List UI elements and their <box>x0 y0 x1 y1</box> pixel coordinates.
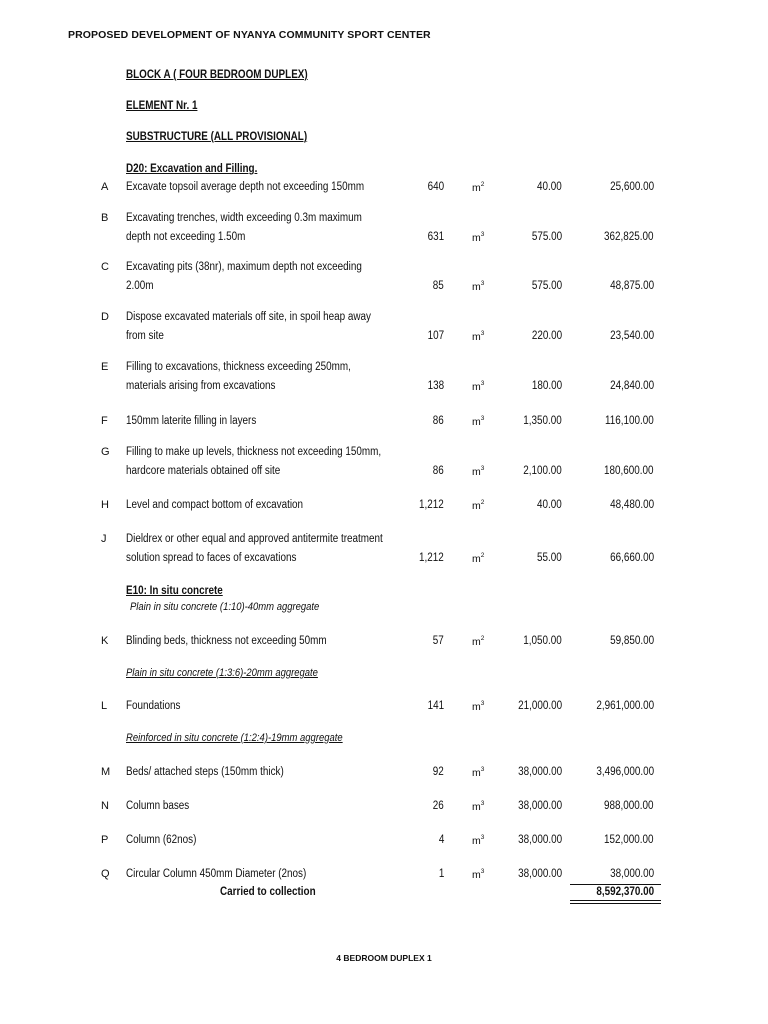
item-rate: 575.00 <box>531 231 562 243</box>
item-description-line1: Excavate topsoil average depth not exceeding 150mm <box>126 181 365 193</box>
item-unit-base: m <box>472 553 481 565</box>
item-quantity: 631 <box>427 231 444 243</box>
item-unit-exponent: 2 <box>480 499 485 506</box>
item-amount: 48,480.00 <box>609 499 654 511</box>
item-description-line2: solution spread to faces of excavations <box>126 552 297 564</box>
e10-heading: E10: In situ concrete <box>126 585 223 597</box>
item-rate: 38,000.00 <box>517 766 562 778</box>
item-letter: B <box>101 212 109 224</box>
item-description-line1: Beds/ attached steps (150mm thick) <box>126 766 284 778</box>
item-unit-exponent: 2 <box>480 181 485 188</box>
item-rate: 40.00 <box>537 181 562 193</box>
item-unit-base: m <box>472 835 481 847</box>
item-rate: 2,100.00 <box>523 465 562 477</box>
item-unit <box>472 280 484 293</box>
item-description-line1: Dispose excavated materials off site, in spoil heap away <box>126 311 372 323</box>
item-description-line2: materials arising from excavations <box>126 380 276 392</box>
item-unit-exponent: 3 <box>480 231 485 238</box>
item-amount: 38,000.00 <box>609 868 654 880</box>
item-amount: 152,000.00 <box>604 834 654 846</box>
item-letter: P <box>101 834 109 846</box>
item-quantity: 85 <box>432 280 444 292</box>
item-unit <box>472 800 484 813</box>
item-unit <box>472 465 484 478</box>
item-amount: 362,825.00 <box>604 231 654 243</box>
item-unit <box>472 499 484 512</box>
item-rate: 180.00 <box>531 380 562 392</box>
item-unit-base: m <box>472 801 481 813</box>
item-unit-base: m <box>472 500 481 512</box>
item-quantity: 57 <box>432 635 444 647</box>
item-amount: 3,496,000.00 <box>596 766 654 778</box>
item-unit-exponent: 3 <box>480 800 485 807</box>
item-letter: K <box>101 635 109 647</box>
item-quantity: 138 <box>427 380 444 392</box>
carried-to-collection-label: Carried to collection <box>220 886 316 898</box>
e10-subheading-plain-1-10: Plain in situ concrete (1:10)-40mm aggregate <box>130 601 320 613</box>
item-quantity: 1,212 <box>419 499 444 511</box>
item-letter: N <box>101 800 109 812</box>
block-heading: BLOCK A ( FOUR BEDROOM DUPLEX) <box>126 69 308 81</box>
item-unit <box>472 181 484 194</box>
item-quantity: 86 <box>432 465 444 477</box>
item-quantity: 107 <box>427 330 444 342</box>
item-letter: A <box>101 181 109 193</box>
item-unit-base: m <box>472 636 481 648</box>
item-unit-base: m <box>472 869 481 881</box>
item-description-line1: Column (62nos) <box>126 834 197 846</box>
item-amount: 59,850.00 <box>609 635 654 647</box>
item-amount: 180,600.00 <box>604 465 654 477</box>
item-unit-exponent: 3 <box>480 834 485 841</box>
item-description-line1: Column bases <box>126 800 190 812</box>
item-unit <box>472 231 484 244</box>
item-unit-base: m <box>472 381 481 393</box>
item-letter: M <box>101 766 111 778</box>
item-unit-exponent: 3 <box>480 700 485 707</box>
item-rate: 38,000.00 <box>517 834 562 846</box>
item-description-line1: Excavating pits (38nr), maximum depth not exceeding <box>126 261 362 273</box>
item-quantity: 92 <box>432 766 444 778</box>
item-unit <box>472 415 484 428</box>
item-quantity: 1 <box>438 868 444 880</box>
item-description-line2: from site <box>126 330 164 342</box>
item-amount: 988,000.00 <box>604 800 654 812</box>
item-unit-exponent: 3 <box>480 380 485 387</box>
item-amount: 66,660.00 <box>609 552 654 564</box>
item-quantity: 1,212 <box>419 552 444 564</box>
item-unit-base: m <box>472 416 481 428</box>
item-quantity: 4 <box>438 834 444 846</box>
item-unit-exponent: 3 <box>480 330 485 337</box>
item-unit-base: m <box>472 331 481 343</box>
item-unit-exponent: 3 <box>480 465 485 472</box>
item-description-line2: hardcore materials obtained off site <box>126 465 281 477</box>
item-letter: E <box>101 361 109 373</box>
item-letter: J <box>101 533 107 545</box>
item-unit-exponent: 2 <box>480 552 485 559</box>
page-footer: 4 BEDROOM DUPLEX 1 <box>336 953 432 963</box>
element-heading: ELEMENT Nr. 1 <box>126 100 198 112</box>
item-description-line1: Filling to excavations, thickness exceeding 250mm, <box>126 361 351 373</box>
item-description-line2: 2.00m <box>126 280 154 292</box>
item-unit <box>472 834 484 847</box>
item-description-line1: Foundations <box>126 700 181 712</box>
item-unit-exponent: 2 <box>480 635 485 642</box>
item-unit-base: m <box>472 466 481 478</box>
item-description-line1: Dieldrex or other equal and approved antitermite treatment <box>126 533 383 545</box>
item-description-line1: Level and compact bottom of excavation <box>126 499 304 511</box>
item-amount: 24,840.00 <box>609 380 654 392</box>
item-unit-exponent: 3 <box>480 415 485 422</box>
d20-heading: D20: Excavation and Filling. <box>126 163 258 175</box>
item-letter: F <box>101 415 108 427</box>
item-rate: 1,050.00 <box>523 635 562 647</box>
item-quantity: 640 <box>427 181 444 193</box>
item-rate: 575.00 <box>531 280 562 292</box>
item-unit-base: m <box>472 232 481 244</box>
item-rate: 21,000.00 <box>517 700 562 712</box>
item-letter: C <box>101 261 109 273</box>
item-rate: 1,350.00 <box>523 415 562 427</box>
item-letter: H <box>101 499 109 511</box>
item-unit-base: m <box>472 701 481 713</box>
item-rate: 220.00 <box>531 330 562 342</box>
item-unit-exponent: 3 <box>480 280 485 287</box>
item-unit <box>472 868 484 881</box>
item-unit <box>472 635 484 648</box>
item-description-line1: 150mm laterite filling in layers <box>126 415 257 427</box>
item-amount: 25,600.00 <box>609 181 654 193</box>
item-letter: D <box>101 311 109 323</box>
item-amount: 23,540.00 <box>609 330 654 342</box>
item-description-line2: depth not exceeding 1.50m <box>126 231 246 243</box>
total-amount: 8,592,370.00 <box>596 886 654 898</box>
item-unit-base: m <box>472 182 481 194</box>
item-letter: L <box>101 700 108 712</box>
item-unit <box>472 552 484 565</box>
e10-subheading-plain-1-3-6: Plain in situ concrete (1:3:6)-20mm aggregate <box>126 667 318 679</box>
item-unit <box>472 700 484 713</box>
item-rate: 55.00 <box>537 552 562 564</box>
document-title: PROPOSED DEVELOPMENT OF NYANYA COMMUNITY SPORT CENTER <box>68 29 431 41</box>
item-unit-base: m <box>472 767 481 779</box>
item-rate: 40.00 <box>537 499 562 511</box>
item-description-line1: Filling to make up levels, thickness not exceeding 150mm, <box>126 446 382 458</box>
total-top-rule <box>570 884 661 885</box>
item-rate: 38,000.00 <box>517 868 562 880</box>
section-heading: SUBSTRUCTURE (ALL PROVISIONAL) <box>126 131 308 143</box>
item-description-line1: Blinding beds, thickness not exceeding 50mm <box>126 635 327 647</box>
item-unit-base: m <box>472 281 481 293</box>
item-amount: 2,961,000.00 <box>596 700 654 712</box>
item-quantity: 141 <box>427 700 444 712</box>
e10-subheading-reinforced: Reinforced in situ concrete (1:2:4)-19mm aggregate <box>126 732 343 744</box>
item-letter: G <box>101 446 110 458</box>
item-unit-exponent: 3 <box>480 868 485 875</box>
item-unit-exponent: 3 <box>480 766 485 773</box>
item-rate: 38,000.00 <box>517 800 562 812</box>
item-description-line1: Circular Column 450mm Diameter (2nos) <box>126 868 307 880</box>
item-letter: Q <box>101 868 110 880</box>
total-double-rule <box>570 900 661 904</box>
item-amount: 116,100.00 <box>605 415 654 427</box>
item-description-line1: Excavating trenches, width exceeding 0.3m maximum <box>126 212 362 224</box>
item-unit <box>472 330 484 343</box>
item-quantity: 26 <box>432 800 444 812</box>
item-amount: 48,875.00 <box>609 280 654 292</box>
item-unit <box>472 380 484 393</box>
item-unit <box>472 766 484 779</box>
item-quantity: 86 <box>432 415 444 427</box>
